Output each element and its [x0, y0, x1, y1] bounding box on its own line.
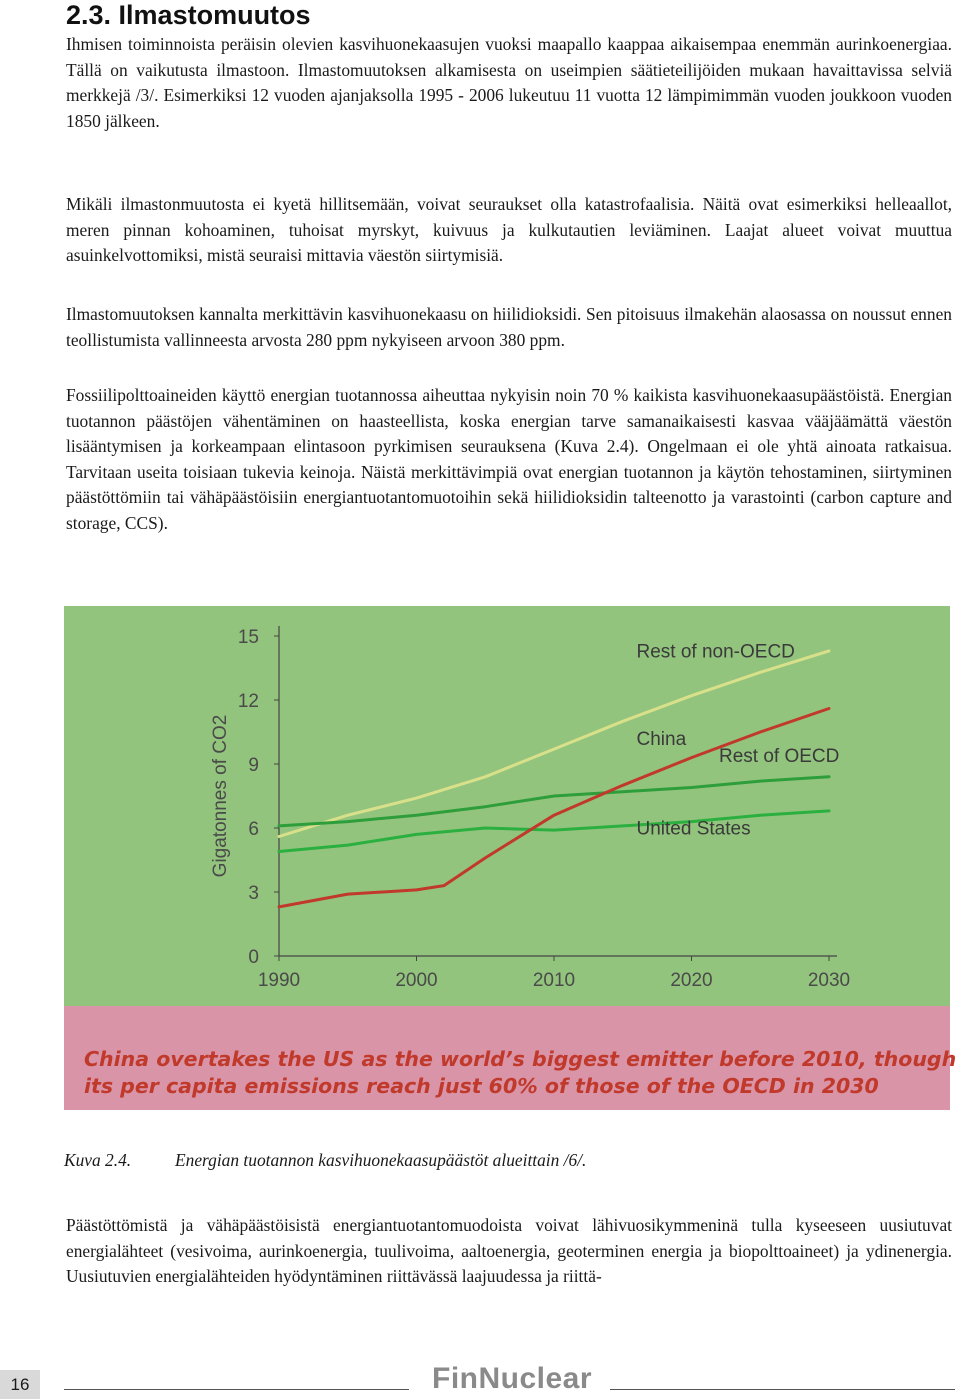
figure-banner-line-2: its per capita emissions reach just 60% of those of the OECD in 2030 [84, 1074, 879, 1098]
paragraph-intro: Ihmisen toiminnoista peräisin olevien kasvihuonekaasujen vuoksi maapallo kaappaa aikaisempaa enemmän aurinkoenergiaa. Tällä on vaikutusta ilmastoon. Ilmastomuutoksen alkamisesta on useimpien säätieteilijöiden mukaan havaittavissa selviä merkkejä /3/. Esimerkiksi 12 vuoden ajanjaksolla 1995 - 2006 lukeutuu 11 vuotta 12 lämpimimmän vuoden joukkoon vuoden 1850 jälkeen. [66, 34, 952, 131]
y-tick-label: 12 [237, 691, 259, 712]
footer-rule-left [64, 1389, 409, 1390]
x-tick-label: 2010 [532, 970, 576, 991]
paragraph-renewables: Päästöttömistä ja vähäpäästöisistä energiantuotantomuodoista voivat lähivuosikymmeninä tulla kyseeseen uusiutuvat energialähteet (vesivoima, aurinkoenergia, tuulivoima, aaltoenergia, geoterminen energia ja biopolttoaineet) ja ydinenergia. Uusiutuvien energialähteiden hyödyntäminen riittävässä laajuudessa ja riittä- [66, 1215, 952, 1287]
y-tick-label: 3 [248, 883, 259, 904]
emissions-chart [64, 606, 950, 1006]
x-tick-label: 2030 [807, 970, 851, 991]
series-label-rest_oecd: Rest of OECD [719, 745, 840, 767]
series-label-rest_non_oecd: Rest of non-OECD [636, 641, 795, 663]
paragraph-consequences: Mikäli ilmastonmuutosta ei kyetä hillitsemään, voivat seuraukset olla katastrofaalisia. Näitä ovat esimerkiksi helleaallot, meren pinnan kohoaminen, tuhoisat myrskyt, kuivuus ja kulkutautien leviäminen. Laajat alueet voivat muuttua asuinkelvottomiksi, mistä seuraisi mittavia väestön siirtymisiä. [66, 194, 952, 266]
x-tick-label: 1990 [257, 970, 301, 991]
series-label-us: United States [636, 818, 751, 840]
footer-logo: FinNuclear [432, 1362, 593, 1395]
series-label-china: China [636, 728, 687, 750]
x-tick-label: 2020 [670, 970, 713, 991]
y-axis-label: Gigatonnes of CO2 [210, 714, 231, 878]
page-number: 16 [0, 1370, 40, 1399]
y-tick-label: 9 [248, 755, 259, 776]
figure-banner-line-1: China overtakes the US as the world’s biggest emitter before 2010, though [84, 1047, 957, 1071]
y-tick-label: 15 [237, 627, 259, 648]
footer-rule-right [610, 1389, 955, 1390]
series-line-3 [279, 709, 829, 907]
paragraph-co2: Ilmastomuutoksen kannalta merkittävin kasvihuonekaasu on hiilidioksidi. Sen pitoisuus ilmakehän alaosassa on noussut ennen teollistumista vallinneesta arvosta 280 ppm nykyiseen arvoon 380 ppm. [66, 304, 952, 350]
y-tick-label: 6 [248, 819, 259, 840]
figure-banner [64, 1046, 957, 1104]
x-tick-label: 2000 [395, 970, 438, 991]
figure-caption-text: Energian tuotannon kasvihuonekaasupäästöt alueittain /6/. [175, 1150, 587, 1170]
paragraph-fossil: Fossiilipolttoaineiden käyttö energian tuotannossa aiheuttaa nykyisin noin 70 % kaikista kasvihuonekaasupäästöistä. Energian tuotannon päästöjen vähentäminen on haasteellista, koska energian tarve samanaikaisesti kasvaa vääjäämättä väestön lisääntymisen ja korkeampaan elintasoon pyrkimisen seurauksena (Kuva 2.4). Ongelmaan ei ole yhtä ainoata ratkaisua. Tarvitaan useita toisiaan tukevia keinoja. Näistä merkittävimpiä ovat energian tuotannon ja käytön tehostaminen, siirtyminen päästöttömiin tai vähäpäästöisiin energiantuotantomuotoihin sekä hiilidioksidin talteenotto ja varastointi (carbon capture and storage, CCS). [66, 385, 952, 533]
figure-caption-number: Kuva 2.4. [64, 1150, 132, 1170]
y-tick-label: 0 [248, 947, 259, 968]
section-heading: 2.3. Ilmastomuutos [66, 0, 311, 30]
emissions-figure [64, 606, 957, 1110]
series-line-0 [279, 651, 829, 840]
